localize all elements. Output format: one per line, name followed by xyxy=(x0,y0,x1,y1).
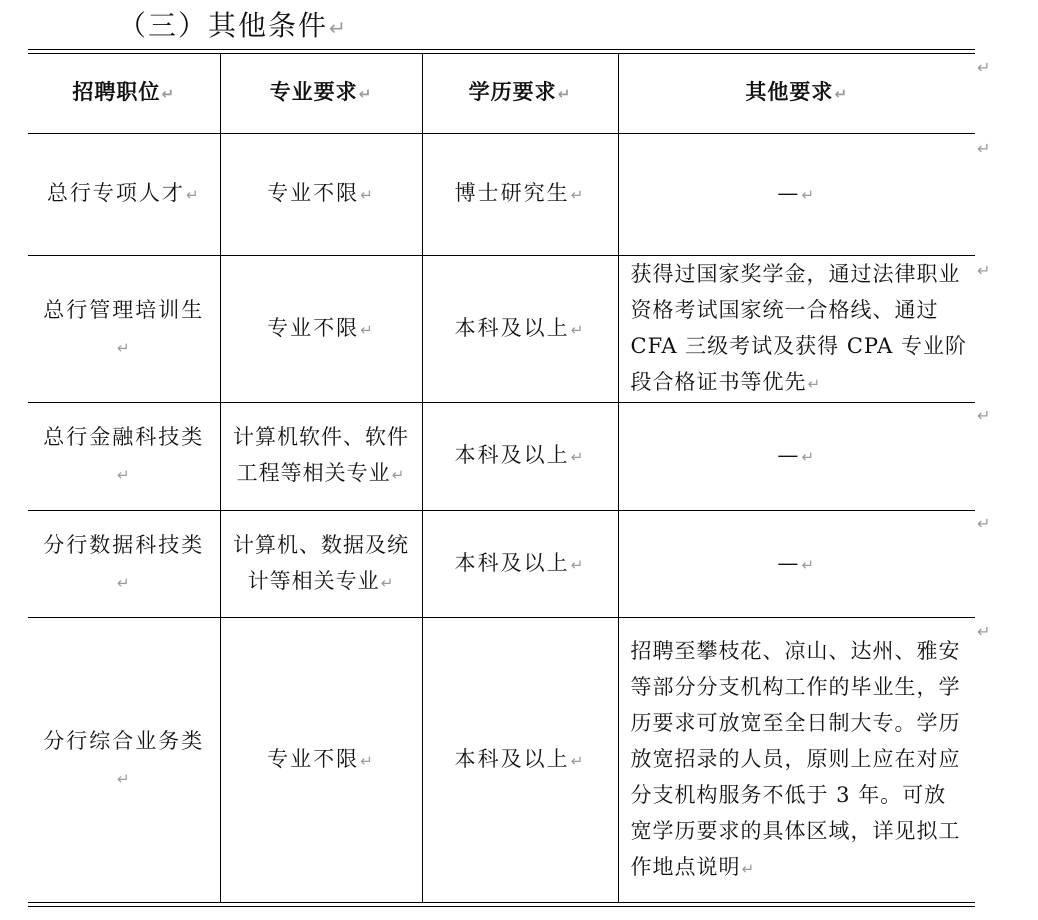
paragraph-mark-icon: ↵ xyxy=(161,85,176,104)
paragraph-mark-icon: ↵ xyxy=(570,186,586,204)
cell-other: —↵ xyxy=(618,402,975,510)
paragraph-mark-icon: ↵ xyxy=(570,752,586,771)
cell-other: —↵ xyxy=(618,510,975,617)
row-end-mark-icon: ↵ xyxy=(977,406,991,425)
cell-education: 本科及以上↵ xyxy=(422,402,618,510)
paragraph-mark-icon: ↵ xyxy=(801,186,817,204)
table-row xyxy=(28,133,975,255)
row-end-mark-icon: ↵ xyxy=(977,514,991,533)
table-bottom-rule xyxy=(28,902,975,903)
cell-major: 计算机软件、软件工程等相关专业↵ xyxy=(220,402,422,510)
cell-education: 本科及以上↵ xyxy=(422,617,618,903)
cell-other: —↵ xyxy=(618,133,975,255)
paragraph-mark-icon: ↵ xyxy=(116,338,132,357)
header-other: 其他要求↵ xyxy=(618,54,975,133)
cell-education: 博士研究生↵ xyxy=(422,133,618,255)
section-heading-text: （三）其他条件 xyxy=(118,9,329,42)
cell-education: 本科及以上↵ xyxy=(422,510,618,617)
cell-position: 分行数据科技类↵ xyxy=(28,510,220,617)
cell-position: 分行综合业务类↵ xyxy=(28,617,220,903)
cell-other: 招聘至攀枝花、凉山、达州、雅安等部分分支机构工作的毕业生，学历要求可放宽至全日制大专。学历放宽招录的人员，原则上应在对应分支机构服务不低于 3 年。可放宽学历要求的具体区域，详见拟工作地点说明↵ xyxy=(618,617,975,903)
paragraph-mark-icon: ↵ xyxy=(834,85,849,104)
paragraph-mark-icon: ↵ xyxy=(358,85,373,104)
cell-position: 总行专项人才↵ xyxy=(28,133,220,255)
paragraph-mark-icon: ↵ xyxy=(329,16,348,40)
table-row xyxy=(28,255,975,402)
cell-major: 专业不限↵ xyxy=(220,617,422,903)
paragraph-mark-icon: ↵ xyxy=(570,555,586,574)
requirements-table xyxy=(28,54,975,903)
paragraph-mark-icon: ↵ xyxy=(557,85,572,104)
paragraph-mark-icon: ↵ xyxy=(360,186,375,204)
cell-major: 专业不限↵ xyxy=(220,255,422,402)
section-heading xyxy=(118,6,348,48)
paragraph-mark-icon: ↵ xyxy=(360,752,375,771)
paragraph-mark-icon: ↵ xyxy=(116,466,132,484)
header-position: 招聘职位↵ xyxy=(28,54,220,133)
cell-position: 总行金融科技类↵ xyxy=(28,402,220,510)
paragraph-mark-icon: ↵ xyxy=(360,320,375,339)
paragraph-mark-icon: ↵ xyxy=(801,448,817,466)
paragraph-mark-icon: ↵ xyxy=(391,466,406,484)
cell-major: 计算机、数据及统计等相关专业↵ xyxy=(220,510,422,617)
table-row xyxy=(28,510,975,617)
table-row xyxy=(28,617,975,903)
paragraph-mark-icon: ↵ xyxy=(807,374,822,393)
row-end-mark-icon: ↵ xyxy=(977,261,991,280)
cell-other: 获得过国家奖学金，通过法律职业资格考试国家统一合格线、通过 CFA 三级考试及获得 CPA 专业阶段合格证书等优先↵ xyxy=(618,255,975,402)
row-end-mark-icon: ↵ xyxy=(977,139,991,158)
cell-position: 总行管理培训生↵ xyxy=(28,255,220,402)
paragraph-mark-icon: ↵ xyxy=(570,448,586,466)
row-end-mark-icon: ↵ xyxy=(977,622,991,641)
cell-major: 专业不限↵ xyxy=(220,133,422,255)
paragraph-mark-icon: ↵ xyxy=(185,186,201,204)
paragraph-mark-icon: ↵ xyxy=(570,320,586,339)
row-end-mark-icon: ↵ xyxy=(977,58,991,77)
cell-education: 本科及以上↵ xyxy=(422,255,618,402)
paragraph-mark-icon: ↵ xyxy=(380,573,395,592)
header-education: 学历要求↵ xyxy=(422,54,618,133)
paragraph-mark-icon: ↵ xyxy=(741,860,756,879)
table-top-rule xyxy=(28,49,975,50)
paragraph-mark-icon: ↵ xyxy=(116,770,132,789)
table-row xyxy=(28,402,975,510)
paragraph-mark-icon: ↵ xyxy=(801,555,817,574)
paragraph-mark-icon: ↵ xyxy=(116,573,132,592)
table-header-row xyxy=(28,54,975,133)
table-bottom-rule-inner xyxy=(28,906,975,907)
header-major: 专业要求↵ xyxy=(220,54,422,133)
